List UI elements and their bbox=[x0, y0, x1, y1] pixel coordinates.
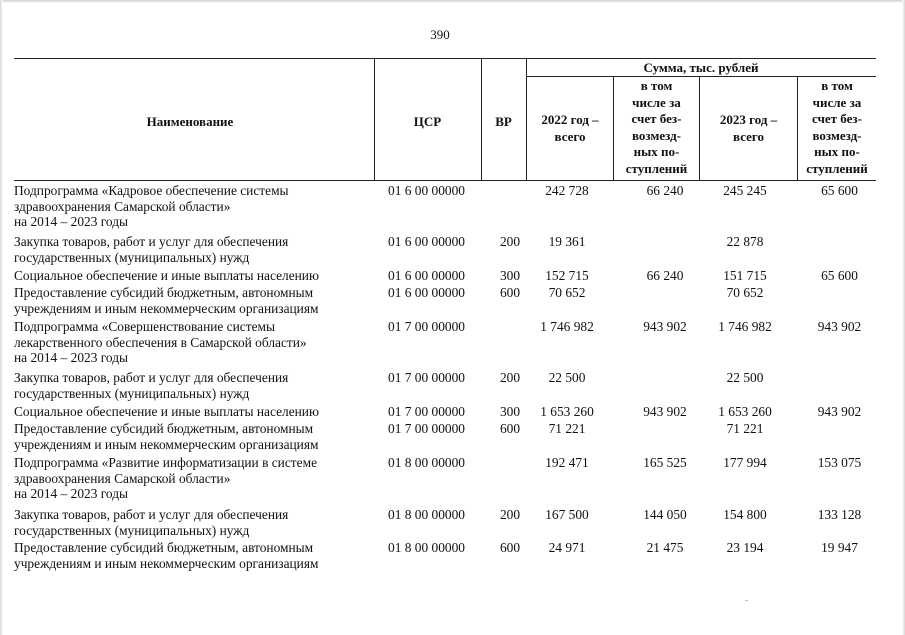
cell-2022-total: 152 715 bbox=[545, 268, 589, 283]
cell-2023-total: 154 800 bbox=[723, 507, 767, 522]
cell-2023-total: 23 194 bbox=[726, 540, 764, 555]
cell-2023-total: 245 245 bbox=[723, 183, 767, 198]
cell-name: Предоставление субсидий бюджетным, автономным учреждениям и иным некоммерческим организациям bbox=[14, 285, 319, 316]
cell-2022-incl: 943 902 bbox=[643, 404, 687, 419]
cell-2023-incl: 65 600 bbox=[821, 268, 858, 283]
cell-csr: 01 8 00 00000 bbox=[388, 455, 465, 470]
cell-csr: 01 7 00 00000 bbox=[388, 421, 465, 436]
cell-name: Подпрограмма «Совершенствование системы лекарственного обеспечения в Самарской области» на 2014 – 2023 годы bbox=[14, 319, 307, 365]
table-header-bottom-rule bbox=[14, 180, 876, 181]
cell-name: Закупка товаров, работ и услуг для обеспечения государственных (муниципальных) нужд bbox=[14, 234, 289, 265]
header-name: Наименование bbox=[146, 114, 234, 129]
cell-csr: 01 6 00 00000 bbox=[388, 234, 465, 249]
cell-2022-incl: 66 240 bbox=[646, 268, 684, 283]
cell-name: Социальное обеспечение и иные выплаты населению bbox=[14, 404, 319, 419]
cell-2023-incl: 19 947 bbox=[821, 540, 858, 555]
cell-csr: 01 6 00 00000 bbox=[388, 285, 465, 300]
cell-vr: 200 bbox=[499, 507, 521, 522]
cell-2022-total: 22 500 bbox=[548, 370, 586, 385]
table-top-rule bbox=[14, 58, 876, 59]
cell-2023-incl: 65 600 bbox=[821, 183, 858, 198]
cell-2023-total: 22 500 bbox=[726, 370, 764, 385]
cell-name: Подпрограмма «Кадровое обеспечение системы здравоохранения Самарской области» на 2014 – 2023 годы bbox=[14, 183, 289, 229]
cell-name: Подпрограмма «Развитие информатизации в системе здравоохранения Самарской области» на 2014 – 2023 годы bbox=[14, 455, 318, 501]
cell-2023-total: 71 221 bbox=[726, 421, 764, 436]
header-csr: ЦСР bbox=[413, 114, 442, 129]
cell-2022-total: 24 971 bbox=[548, 540, 586, 555]
header-2023-total: 2023 год – всего bbox=[719, 112, 778, 144]
scan-edge-top bbox=[0, 0, 905, 3]
cell-2023-total: 22 878 bbox=[726, 234, 764, 249]
cell-2022-incl: 21 475 bbox=[646, 540, 684, 555]
cell-name: Социальное обеспечение и иные выплаты населению bbox=[14, 268, 319, 283]
scan-speck bbox=[745, 600, 748, 601]
cell-2023-total: 70 652 bbox=[726, 285, 764, 300]
cell-csr: 01 6 00 00000 bbox=[388, 183, 465, 198]
cell-vr: 300 bbox=[499, 268, 521, 283]
header-vr: ВР bbox=[495, 114, 512, 129]
cell-vr: 600 bbox=[499, 421, 521, 436]
cell-csr: 01 8 00 00000 bbox=[388, 507, 465, 522]
cell-name: Закупка товаров, работ и услуг для обеспечения государственных (муниципальных) нужд bbox=[14, 370, 289, 401]
cell-2022-total: 242 728 bbox=[545, 183, 589, 198]
cell-2022-incl: 144 050 bbox=[643, 507, 687, 522]
cell-2022-total: 1 653 260 bbox=[540, 404, 594, 419]
cell-csr: 01 7 00 00000 bbox=[388, 319, 465, 334]
cell-vr: 200 bbox=[499, 370, 521, 385]
cell-2023-incl: 943 902 bbox=[817, 319, 862, 334]
cell-2022-total: 192 471 bbox=[545, 455, 589, 470]
cell-vr: 200 bbox=[499, 234, 521, 249]
cell-2022-total: 167 500 bbox=[545, 507, 589, 522]
header-sum: Сумма, тыс. рублей bbox=[643, 60, 759, 75]
cell-2023-total: 177 994 bbox=[723, 455, 767, 470]
cell-2022-total: 70 652 bbox=[548, 285, 586, 300]
cell-vr: 300 bbox=[499, 404, 521, 419]
cell-2023-total: 1 746 982 bbox=[718, 319, 772, 334]
cell-2022-incl: 66 240 bbox=[646, 183, 684, 198]
scan-edge-left bbox=[0, 0, 3, 635]
header-2022-incl: в том числе за счет без- возмезд- ных по- ступлений bbox=[625, 78, 688, 176]
cell-name: Предоставление субсидий бюджетным, автономным учреждениям и иным некоммерческим организациям bbox=[14, 421, 319, 452]
cell-csr: 01 6 00 00000 bbox=[388, 268, 465, 283]
cell-2022-total: 71 221 bbox=[548, 421, 586, 436]
cell-2022-total: 19 361 bbox=[548, 234, 586, 249]
cell-2022-total: 1 746 982 bbox=[540, 319, 594, 334]
cell-2023-incl: 133 128 bbox=[817, 507, 862, 522]
cell-csr: 01 8 00 00000 bbox=[388, 540, 465, 555]
cell-2023-incl: 943 902 bbox=[817, 404, 862, 419]
cell-name: Предоставление субсидий бюджетным, автономным учреждениям и иным некоммерческим организациям bbox=[14, 540, 319, 571]
cell-name: Закупка товаров, работ и услуг для обеспечения государственных (муниципальных) нужд bbox=[14, 507, 289, 538]
page-number: 390 bbox=[430, 27, 450, 42]
cell-2022-incl: 165 525 bbox=[643, 455, 687, 470]
cell-csr: 01 7 00 00000 bbox=[388, 404, 465, 419]
cell-2023-total: 1 653 260 bbox=[718, 404, 772, 419]
cell-2023-total: 151 715 bbox=[723, 268, 767, 283]
header-2023-incl: в том числе за счет без- возмезд- ных по- ступлений bbox=[806, 78, 868, 176]
cell-csr: 01 7 00 00000 bbox=[388, 370, 465, 385]
header-2022-total: 2022 год – всего bbox=[541, 112, 599, 144]
cell-2023-incl: 153 075 bbox=[817, 455, 862, 470]
cell-2022-incl: 943 902 bbox=[643, 319, 687, 334]
cell-vr: 600 bbox=[499, 540, 521, 555]
cell-vr: 600 bbox=[499, 285, 521, 300]
